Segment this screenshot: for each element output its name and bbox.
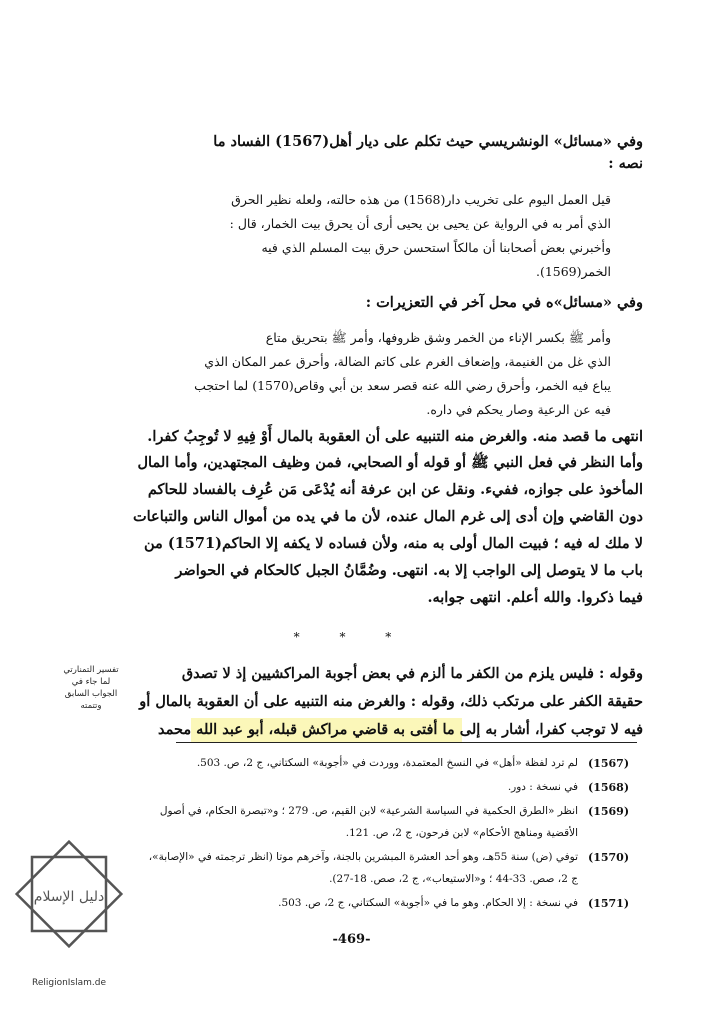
logo-caption[interactable]: ReligionIslam.de	[31, 978, 107, 988]
main-line-12: حقيقة الكفر على مرتكب ذلك، وقوله : والغرض منه التنبيه على أن العقوبة بالمال أو	[139, 693, 643, 710]
quote2-line-3: يباع فيه الخمر، وأحرق رضي الله عنه قصر سعد بن أبي وقاص(1570) لما احتجب	[194, 378, 611, 393]
footnote-text: توفي (ض) سنة 55هـ، وهو أحد العشرة المبشرين بالجنة، وآخرهم موتا (انظر ترجمته في «الإصابة»،	[148, 851, 578, 863]
site-logo	[4, 835, 134, 975]
page-number: -469-	[332, 932, 371, 947]
footnote-text: انظر «الطرق الحكمية في السياسة الشرعية» لابن القيم، ص. 279 ؛ و«تبصرة الحكام، في أصول	[159, 805, 578, 817]
footnote-number: (1569)	[588, 805, 630, 818]
footnote-text: ج 2، صص. 33-44 ؛ و«الاستيعاب»، ج 2، صص. 18-27).	[329, 873, 578, 885]
footnote-text: في نسخة : دور.	[507, 781, 578, 793]
quote2-line-4: فيه عن الرعية وصار يحكم في داره.	[426, 402, 611, 417]
main-line-2: نصه :	[608, 155, 643, 172]
footnote-number: (1570)	[588, 851, 630, 864]
footnote-separator	[176, 742, 637, 743]
quote1-line-1: قيل العمل اليوم على تخريب دار(1568) من هذه حالته، ولعله نظير الحرق	[231, 192, 611, 207]
footnote-number: (1571)	[588, 897, 630, 910]
main-line-13: فيه لا توجب كفرا، أشار به إلى ما أفتى به قاضي مراكش قبله، أبو عبد الله محمد	[158, 721, 643, 738]
section-separator: * * *	[293, 630, 410, 644]
footnote-text: لم ترد لفظة «أهل» في النسخ المعتمدة، ووردت في «أجوبة» السكتاني، ج 2، ص. 503.	[196, 757, 578, 769]
quote2-line-1: وأمر ﷺ بكسر الإناء من الخمر وشق ظروفها، وأمر ﷺ بتحريق متاع	[265, 330, 611, 345]
main-line-1: وفي «مسائل» الونشريسي حيث تكلم على ديار أهل(1567) الفساد ما	[213, 133, 643, 150]
logo-text: دليل الإسلام	[33, 889, 105, 905]
footnote-number: (1568)	[588, 781, 630, 794]
main-line-5: وأما النظر في فعل النبي ﷺ أو قوله أو الصحابي، فمن وظيف المجتهدين، وأما المال	[137, 454, 643, 471]
main-line-9: باب ما لا يتوصل إلى الواجب إلا به. انتهى. وضُمَّانُ الجبل كالحكام في الحواضر	[175, 562, 643, 579]
footnote-number: (1567)	[588, 757, 630, 770]
main-line-6: المأخوذ على جوازه، ففيء. ونقل عن ابن عرفة أنه يُدْعَى مَن عُرِف بالفساد للحاكم	[147, 481, 643, 498]
quote1-line-3: وأخبرني بعض أصحابنا أن مالكاً استحسن حرق بيت المسلم الذي فيه	[261, 240, 611, 255]
quote1-line-4: الخمر(1569).	[535, 264, 611, 279]
main-line-7: دون القاضي وإن أدى إلى غرم المال عنده، لأن ما في يده من أموال الناس والتباعات	[132, 508, 643, 525]
main-line-3: وفي «مسائل»ه في محل آخر في التعزيرات :	[365, 294, 643, 311]
main-line-11: وقوله : فليس يلزم من الكفر ما ألزم في بعض أجوبة المراكشيين إذ لا تصدق	[181, 665, 643, 682]
margin-note: تفسير التمنارتي لما جاء في الجواب السابق وتتمته	[63, 665, 119, 711]
main-line-4: انتهى ما قصد منه. والغرض منه التنبيه على أن العقوبة بالمال أَوْ فِيهِ لا تُوجِبُ كفرا.	[147, 428, 643, 445]
main-line-10: فيما ذكروا. والله أعلم. انتهى جوابه.	[427, 589, 643, 606]
quote1-line-2: الذي أمر به في الرواية عن يحيى بن يحيى أرى أن يحرق بيت الخمار، قال :	[229, 216, 611, 231]
footnote-text: في نسخة : إلا الحكام. وهو ما في «أجوبة» السكتاني، ج 2، ص. 503.	[278, 897, 578, 909]
footnote-text: الأقضية ومناهج الأحكام» لابن فرحون، ج 2، ص. 121.	[345, 827, 578, 839]
main-line-8: لا ملك له فيه ؛ فبيت المال أولى به منه، ولأن فساده لا يكفه إلا الحاكم(1571) من	[144, 535, 643, 552]
quote2-line-2: الذي غل من الغنيمة، وإضعاف الغرم على كاتم الضالة، وأحرق عمر المكان الذي	[204, 354, 611, 369]
